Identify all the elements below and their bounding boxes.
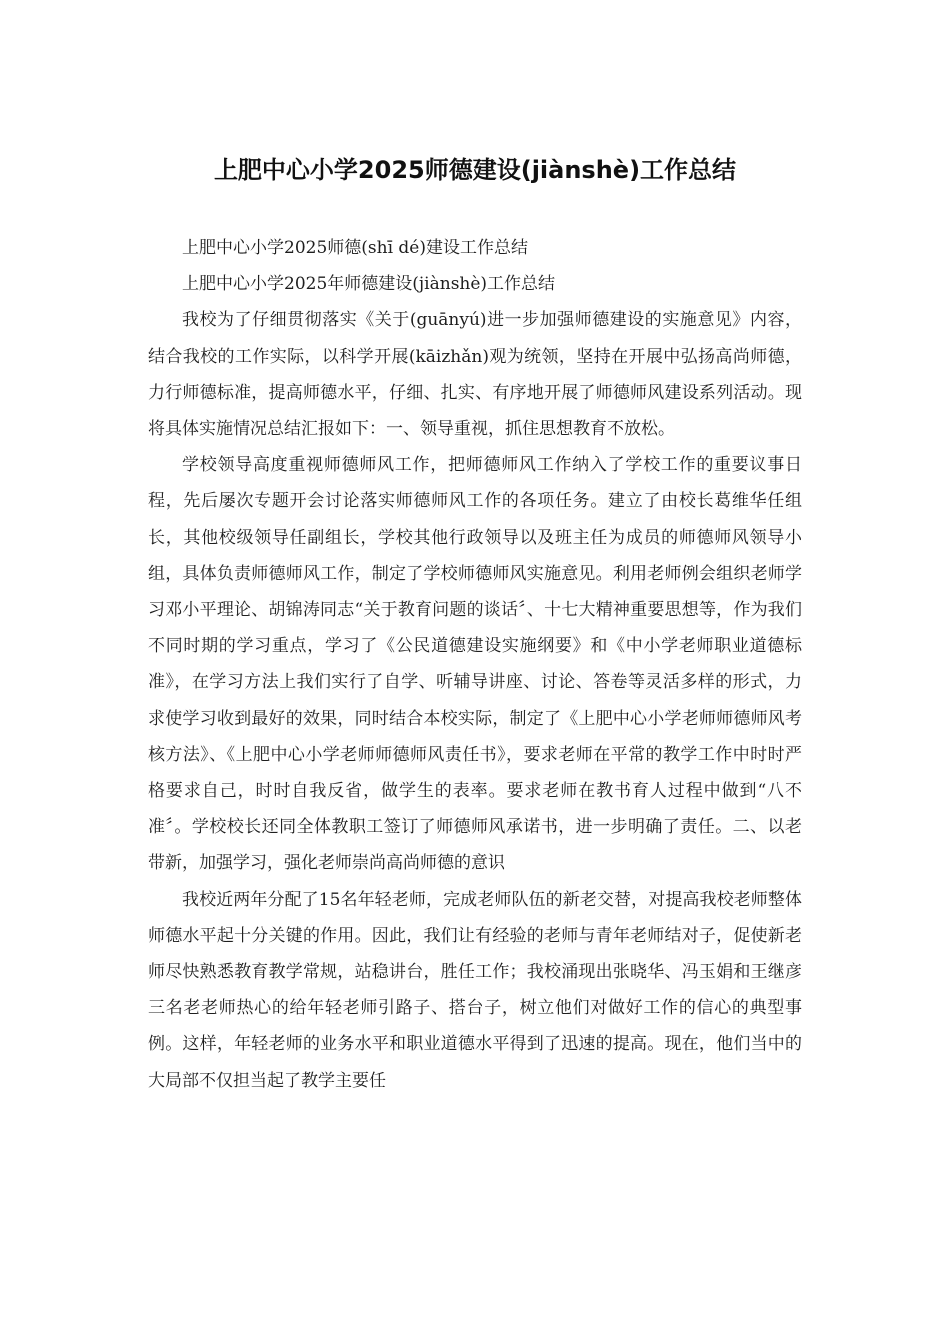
document-title: 上肥中心小学2025师德建设(jiànshè)工作总结 xyxy=(213,156,737,184)
document-body xyxy=(148,230,802,1099)
paragraph: 我校近两年分配了15名年轻老师，完成老师队伍的新老交替，对提高我校老师整体师德水平起十分关键的作用。因此，我们让有经验的老师与青年老师结对子，促使新老师尽快熟悉教育教学常规，站稳讲台，胜任工作；我校涌现出张晓华、冯玉娟和王继彦三名老老师热心的给年轻老师引路子、搭台子，树立他们对做好工作的信心的典型事例。这样，年轻老师的业务水平和职业道德水平得到了迅速的提高。现在，他们当中的大局部不仅担当起了教学主要任 xyxy=(148,889,802,1091)
paragraph: 上肥中心小学2025年师德建设(jiànshè)工作总结 xyxy=(182,274,556,295)
paragraph: 学校领导高度重视师德师风工作，把师德师风工作纳入了学校工作的重要议事日程，先后屡次专题开会讨论落实师德师风工作的各项任务。建立了由校长葛维华任组长，其他校级领导任副组长，学校其他行政领导以及班主任为成员的师德师风领导小组，具体负责师德师风工作，制定了学校师德师风实施意见。利用老师例会组织老师学习邓小平理论、胡锦涛同志“关于教育问题的谈话〞、十七大精神重要思想等，作为我们不同时期的学习重点，学习了《公民道德建设实施纲要》和《中小学老师职业道德标准》，在学习方法上我们实行了自学、听辅导讲座、讨论、答卷等灵活多样的形式，力求使学习收到最好的效果，同时结合本校实际，制定了《上肥中心小学老师师德师风考核方法》、《上肥中心小学老师师德师风责任书》，要求老师在平常的教学工作中时时严格要求自己，时时自我反省，做学生的表率。要求老师在教书育人过程中做到“八不准〞。学校校长还同全体教职工签订了师德师风承诺书，进一步明确了责任。二、以老带新，加强学习，强化老师崇尚高尚师德的意识 xyxy=(148,455,802,874)
paragraph: 我校为了仔细贯彻落实《关于(guānyú)进一步加强师德建设的实施意见》内容，结合我校的工作实际，以科学开展(kāizhǎn)观为统领，坚持在开展中弘扬高尚师德，力行师德标准，提高师德水平，仔细、扎实、有序地开展了师德师风建设系列活动。现将具体实施情况总结汇报如下：一、领导重视，抓住思想教育不放松。 xyxy=(148,310,802,440)
paragraph: 上肥中心小学2025师德(shī dé)建设工作总结 xyxy=(182,238,528,258)
